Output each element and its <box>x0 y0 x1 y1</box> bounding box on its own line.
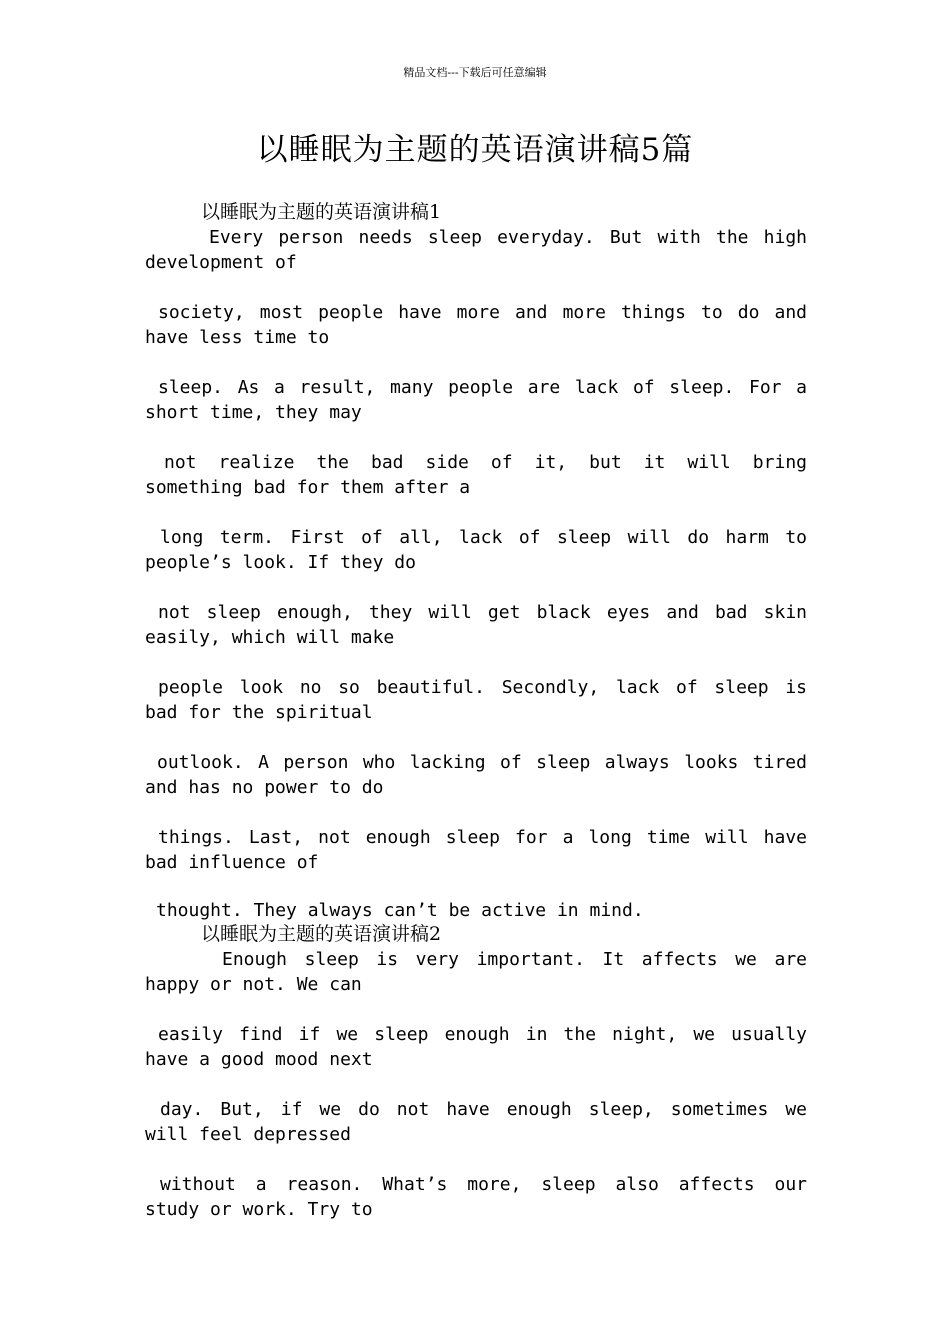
section-1-line: not sleep enough, they will get black eyes and bad skin <box>158 602 807 623</box>
section-2-line: easily find if we sleep enough in the night, we usually <box>158 1024 807 1045</box>
section-2-line: have a good mood next <box>145 1049 373 1070</box>
section-2-heading: 以睡眠为主题的英语演讲稿2 <box>201 923 442 945</box>
section-1-line: easily, which will make <box>145 627 395 648</box>
section-1-line: people look no so beautiful. Secondly, lack of sleep is <box>158 677 807 698</box>
document-title: 以睡眠为主题的英语演讲稿5篇 <box>256 132 694 168</box>
header-note: 精品文档---下载后可任意编辑 <box>403 66 547 79</box>
section-1-line: have less time to <box>145 327 330 348</box>
section-1-line: society, most people have more and more things to do and <box>158 302 807 323</box>
section-2-line: day. But, if we do not have enough sleep, sometimes we <box>160 1099 807 1120</box>
section-1-line: outlook. A person who lacking of sleep always looks tired <box>157 752 807 773</box>
section-1-line: sleep. As a result, many people are lack of sleep. For a <box>158 377 807 398</box>
section-1-line: development of <box>145 252 297 273</box>
section-1-line: bad influence of <box>145 852 319 873</box>
section-2-line: will feel depressed <box>145 1124 351 1145</box>
section-1-line: short time, they may <box>145 402 362 423</box>
section-1-line: things. Last, not enough sleep for a long time will have <box>158 827 807 848</box>
section-2-line: Enough sleep is very important. It affects we are <box>222 949 807 970</box>
section-1-line: and has no power to do <box>145 777 384 798</box>
section-2-line: without a reason. What’s more, sleep also affects our <box>160 1174 807 1195</box>
section-1-line: Every person needs sleep everyday. But with the high <box>209 227 807 248</box>
section-1-heading: 以睡眠为主题的英语演讲稿1 <box>201 201 442 223</box>
section-1-line: not realize the bad side of it, but it will bring <box>164 452 807 473</box>
section-1-line: long term. First of all, lack of sleep will do harm to <box>160 527 807 548</box>
section-2-line: happy or not. We can <box>145 974 362 995</box>
section-1-line: thought. They always can’t be active in mind. <box>156 900 644 921</box>
section-2-line: study or work. Try to <box>145 1199 373 1220</box>
section-1-line: bad for the spiritual <box>145 702 373 723</box>
section-1-line: something bad for them after a <box>145 477 471 498</box>
section-1-line: people’s look. If they do <box>145 552 416 573</box>
